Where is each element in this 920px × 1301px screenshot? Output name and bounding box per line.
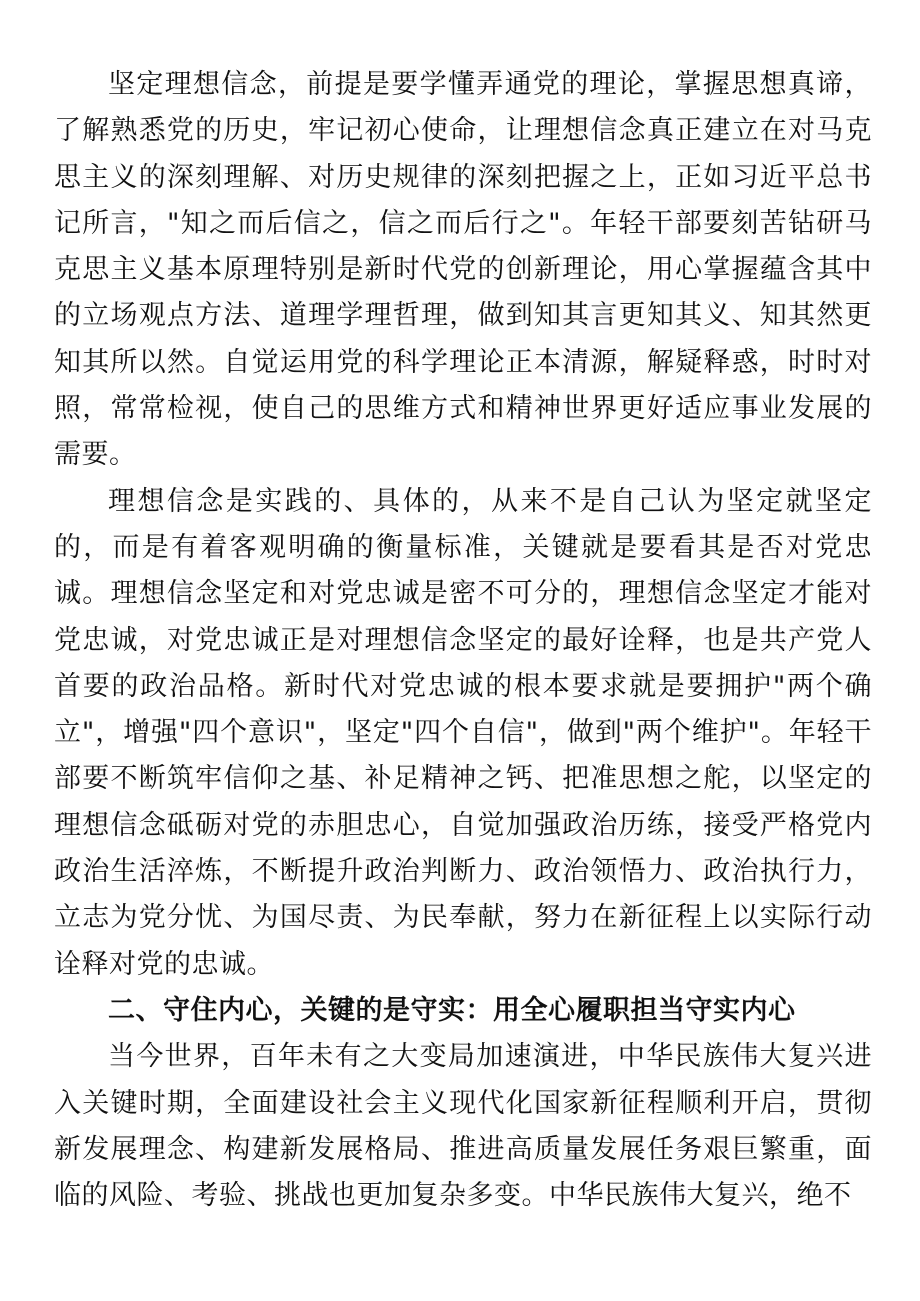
paragraph-loyalty-to-party: 理想信念是实践的、具体的，从来不是自己认为坚定就坚定的，而是有着客观明确的衡量标准，关键就是要看其是否对党忠诚。理想信念坚定和对党忠诚是密不可分的，理想信念坚定才能对党忠诚，对党忠诚正是对理想信念坚定的最好诠释，也是共产党人首要的政治品格。新时代对党忠诚的根本要求就是要拥护"两个确立"，增强"四个意识"，坚定"四个自信"，做到"两个维护"。年轻干部要不断筑牢信仰之基、补足精神之钙、把准思想之舵，以坚定的理想信念砥砺对党的赤胆忠心，自觉加强政治历练，接受严格党内政治生活淬炼，不断提升政治判断力、政治领悟力、政治执行力，立志为党分忧、为国尽责、为民奉献，努力在新征程上以实际行动诠释对党的忠诚。 xyxy=(54,485,872,980)
document-body xyxy=(54,62,872,1219)
paragraph-world-changes: 当今世界，百年未有之大变局加速演进，中华民族伟大复兴进入关键时期，全面建设社会主义现代化国家新征程顺利开启，贯彻新发展理念、构建新发展格局、推进高质量发展任务艰巨繁重，面临的风险、考验、挑战也更加复杂多变。中华民族伟大复兴，绝不 xyxy=(54,1041,872,1212)
paragraph-ideal-belief-theory: 坚定理想信念，前提是要学懂弄通党的理论，掌握思想真谛，了解熟悉党的历史，牢记初心使命，让理想信念真正建立在对马克思主义的深刻理解、对历史规律的深刻把握之上，正如习近平总书记所言，"知之而后信之，信之而后行之"。年轻干部要刻苦钻研马克思主义基本原理特别是新时代党的创新理论，用心掌握蕴含其中的立场观点方法、道理学理哲理，做到知其言更知其义、知其然更知其所以然。自觉运用党的科学理论正本清源，解疑释惑，时时对照，常常检视，使自己的思维方式和精神世界更好适应事业发展的需要。 xyxy=(54,69,872,471)
section-heading-two: 二、守住内心，关键的是守实：用全心履职担当守实内心 xyxy=(108,994,796,1026)
